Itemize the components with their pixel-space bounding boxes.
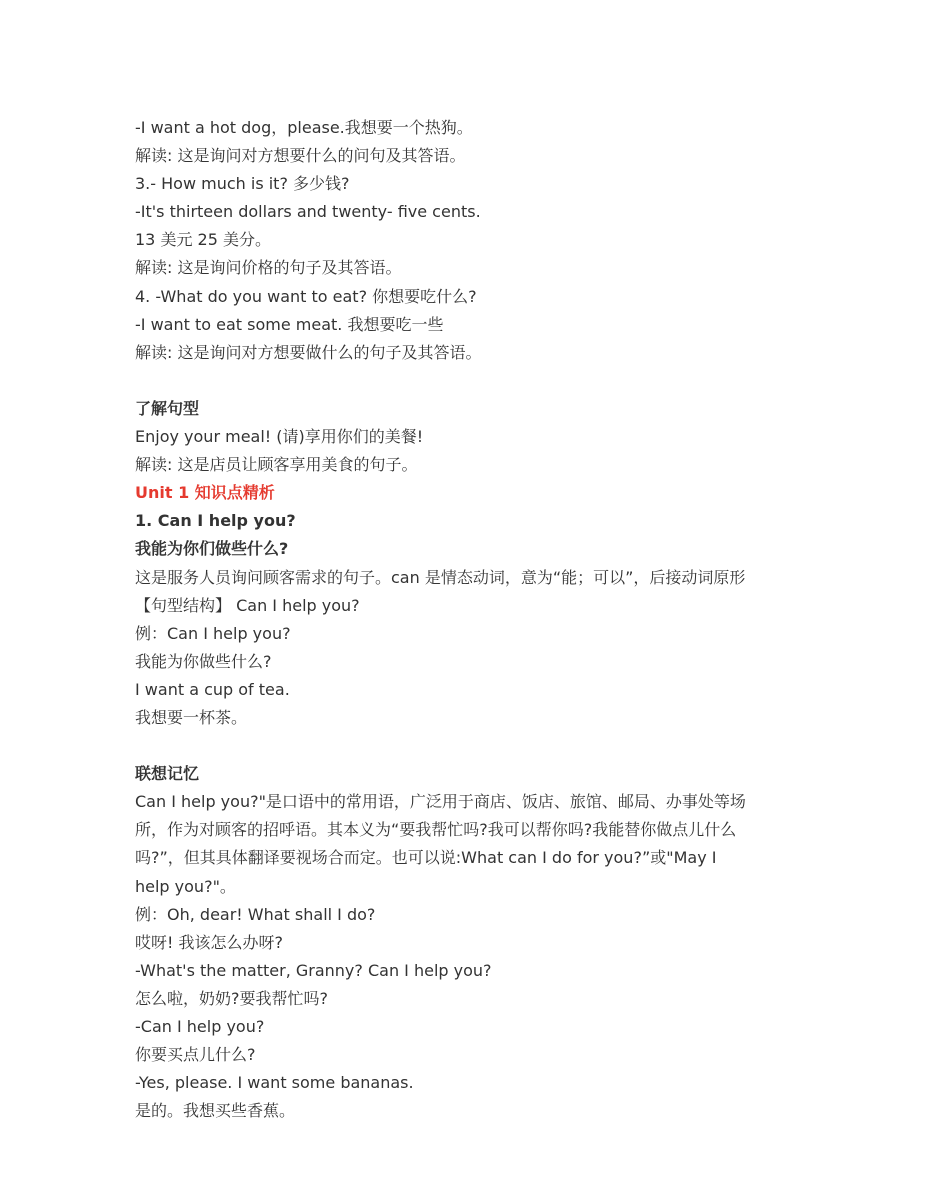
point-heading-translation: 我能为你们做些什么? — [135, 539, 289, 559]
text-line: -It's thirteen dollars and twenty- five cents. — [135, 202, 481, 222]
text-line: 我想要一杯茶。 — [135, 707, 248, 727]
text-line: 3.- How much is it? 多少钱? — [135, 174, 350, 194]
text-line: 是的。我想买些香蕉。 — [135, 1101, 296, 1121]
text-line: 所，作为对顾客的招呼语。其本义为“要我帮忙吗?我可以帮你吗?我能替你做点儿什么 — [135, 820, 737, 840]
text-line: -Can I help you? — [135, 1017, 265, 1036]
text-line: 解读: 这是询问价格的句子及其答语。 — [135, 258, 402, 278]
text-line: 4. -What do you want to eat? 你想要吃什么? — [135, 286, 477, 306]
text-line: -What's the matter, Granny? Can I help you? — [135, 960, 492, 980]
text-line: 吗?”，但其具体翻译要视场合而定。也可以说:What can I do for you?”或"May I — [135, 848, 717, 868]
text-line: -I want a hot dog，please.我想要一个热狗。 — [135, 118, 473, 137]
text-line: Enjoy your meal! (请)享用你们的美餐! — [135, 427, 424, 447]
text-line: 怎么啦，奶奶?要我帮忙吗? — [135, 988, 328, 1008]
text-line: Can I help you?"是口语中的常用语，广泛用于商店、饭店、旅馆、邮局、办事处等场 — [135, 792, 746, 812]
text-line: 13 美元 25 美分。 — [135, 230, 271, 250]
text-line: -I want to eat some meat. 我想要吃一些 — [135, 314, 444, 334]
text-line: 解读: 这是询问对方想要什么的问句及其答语。 — [135, 146, 466, 166]
blank-line — [135, 367, 815, 395]
section-heading: 了解句型 — [135, 398, 200, 418]
text-line: I want a cup of tea. — [135, 679, 290, 699]
text-line: 解读: 这是询问对方想要做什么的句子及其答语。 — [135, 342, 482, 362]
text-line: 哎呀! 我该怎么办呀? — [135, 932, 283, 952]
text-line: -Yes, please. I want some bananas. — [135, 1073, 414, 1093]
text-line: 这是服务人员询问顾客需求的句子。can 是情态动词，意为“能；可以”，后接动词原形 — [135, 567, 746, 587]
blank-line — [135, 732, 815, 760]
unit-heading: Unit 1 知识点精析 — [135, 483, 275, 503]
text-line: 例：Can I help you? — [135, 623, 291, 643]
text-line: help you?"。 — [135, 876, 236, 896]
text-line: 我能为你做些什么? — [135, 651, 272, 671]
text-line: 解读: 这是店员让顾客享用美食的句子。 — [135, 455, 418, 475]
document-body — [135, 114, 815, 1125]
section-heading: 联想记忆 — [135, 764, 200, 784]
text-line: 你要买点儿什么? — [135, 1045, 256, 1065]
point-heading: 1. Can I help you? — [135, 511, 296, 531]
text-line: 【句型结构】 Can I help you? — [135, 595, 360, 615]
text-line: 例：Oh, dear! What shall I do? — [135, 904, 376, 924]
